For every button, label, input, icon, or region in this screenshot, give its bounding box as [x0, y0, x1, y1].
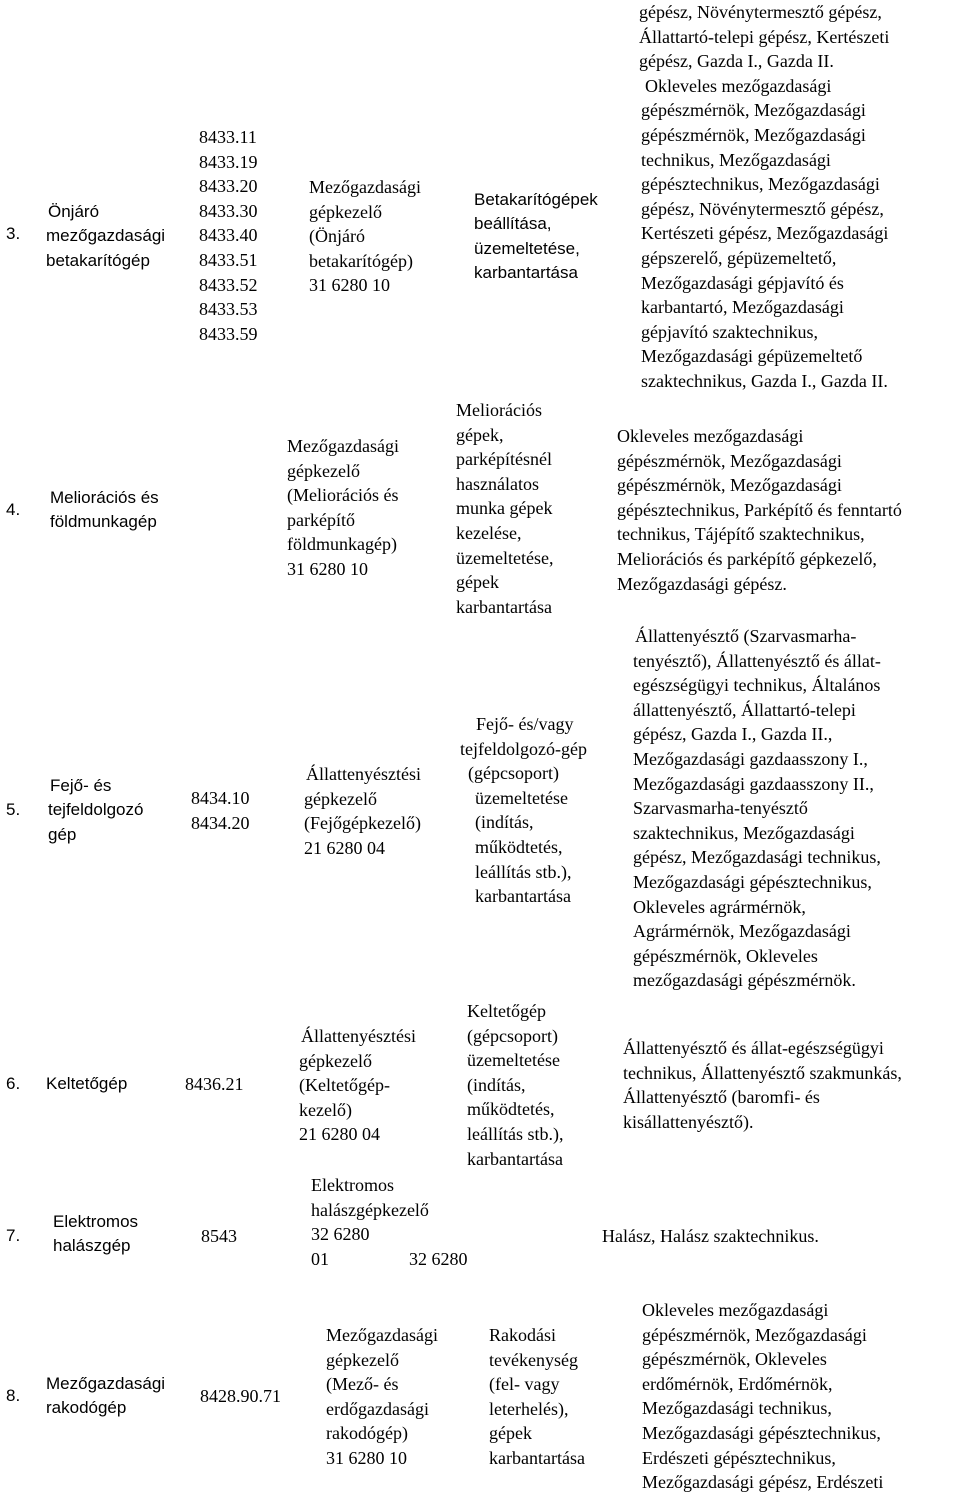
qual-line: gépész, Növénytermesztő gépész, [641, 198, 884, 219]
qual-line: Agrármérnök, Mezőgazdasági [633, 921, 851, 942]
qual-line: Mezőgazdasági gépésztechnikus, [642, 1422, 881, 1443]
task-line: leállítás stb.), [467, 1123, 564, 1144]
qual-line: tenyésztő), Állattenyésztő és állat- [633, 650, 881, 671]
task-line: tevékenység [489, 1349, 578, 1370]
machine-name-line: földmunkagép [50, 512, 157, 532]
machine-name [48, 774, 143, 847]
qual-line: gépészmérnök, Mezőgazdasági [641, 100, 866, 121]
row-number: 3. [6, 224, 21, 243]
qual-line: erdőmérnök, Erdőmérnök, [642, 1373, 833, 1394]
operator-line: betakarítógép) [309, 250, 413, 271]
machine-name-line: Fejő- és [50, 776, 112, 795]
qual-line: mezőgazdasági gépészmérnök. [633, 970, 856, 991]
operator-line: (Önjáró [309, 226, 365, 247]
operator-line: gépkezelő [309, 201, 382, 222]
code: 8433.30 [199, 200, 258, 221]
qual-line: Mezőgazdasági gépész. [617, 573, 787, 594]
machine-name [46, 1372, 165, 1421]
code: 8433.52 [199, 274, 258, 295]
accepted-qualifications [623, 1036, 902, 1134]
operator-line: gépkezelő [287, 460, 360, 481]
qual-line: gépészmérnök, Okleveles [633, 945, 818, 966]
machine-name-line: Keltetőgép [46, 1074, 128, 1093]
machine-name-line: halászgép [53, 1236, 131, 1256]
qual-line: szaktechnikus, Gazda I., Gazda II. [641, 370, 888, 391]
task-line: működtetés, [467, 1099, 555, 1120]
machine-name [50, 486, 159, 535]
operator-line: Mezőgazdasági [326, 1325, 438, 1345]
customs-codes [199, 125, 258, 346]
machine-name-line: Meliorációs és [50, 488, 159, 507]
operator-line: Állattenyésztési [306, 764, 421, 784]
machine-name [46, 1072, 127, 1096]
task-line: működtetés, [475, 836, 563, 857]
code: 8543 [201, 1226, 237, 1246]
accepted-qualifications [639, 0, 889, 394]
operator-line: (Meliorációs és [287, 485, 399, 506]
task-line: karbantartása [456, 596, 552, 617]
machine-name [46, 200, 165, 273]
task-line: leterhelés), [489, 1398, 569, 1419]
qual-line: gépész, Mezőgazdasági technikus, [633, 847, 881, 868]
task-line: üzemeltetése [475, 787, 568, 808]
task-line: (indítás, [475, 812, 534, 833]
machine-name-line: Mezőgazdasági [46, 1374, 166, 1393]
row-number: 4. [6, 500, 21, 519]
task-line: használatos [456, 473, 539, 494]
operator-line: (Fejőgépkezelő) [304, 813, 421, 834]
code: 8433.59 [199, 323, 258, 344]
qual-line: gépészmérnök, Mezőgazdasági [617, 475, 842, 496]
operator-line: Mezőgazdasági [309, 177, 421, 197]
task-line: beállítása, [474, 214, 552, 234]
machine-name-line: Önjáró [48, 202, 100, 221]
qual-line: gépészmérnök, Mezőgazdasági [642, 1324, 867, 1345]
qual-line: Állattenyésztő (baromfi- és [623, 1087, 820, 1108]
qual-line: gépész, Gazda I., Gazda II., [633, 724, 833, 745]
operator-line: gépkezelő [304, 788, 377, 809]
qual-line: Okleveles mezőgazdasági [645, 75, 832, 96]
qual-line: gépész, Gazda I., Gazda II. [639, 51, 834, 72]
task-line: gépek [489, 1423, 532, 1444]
task-line: (fel- vagy [489, 1374, 560, 1395]
tasks [474, 188, 598, 286]
operator-qualification [287, 434, 399, 582]
operator-code-extra: 32 6280 [409, 1249, 468, 1269]
operator-qualification [309, 175, 421, 298]
task-line: Fejő- és/vagy [476, 714, 574, 734]
qual-line: szaktechnikus, Mezőgazdasági [633, 822, 855, 843]
code: 8434.10 [191, 788, 250, 808]
code: 8434.20 [191, 812, 250, 833]
qual-line: Okleveles agrármérnök, [633, 896, 806, 917]
qual-line: gépészmérnök, Okleveles [642, 1349, 827, 1370]
machine-name-line: mezőgazdasági [46, 226, 166, 246]
qual-line: technikus, Mezőgazdasági [641, 149, 831, 170]
operator-line: 31 6280 10 [326, 1447, 407, 1468]
task-line: Rakodási [489, 1325, 556, 1345]
row-number: 8. [6, 1386, 21, 1405]
qual-line: kisállattenyésztő). [623, 1111, 754, 1132]
qual-line: Állattenyésztő (Szarvasmarha- [635, 626, 857, 646]
code: 8433.40 [199, 225, 258, 246]
operator-line: földmunkagép) [287, 534, 397, 555]
code: 8433.51 [199, 249, 258, 270]
task-line: kezelése, [456, 522, 522, 543]
code: 8433.20 [199, 176, 258, 197]
operator-line: (Mező- és [326, 1374, 399, 1395]
qual-line: Mezőgazdasági technikus, [642, 1398, 832, 1419]
operator-line: halászgépkezelő [311, 1199, 429, 1220]
qual-line: Meliorációs és parképítő gépkezelő, [617, 548, 877, 569]
machine-name-line: Elektromos [53, 1212, 139, 1231]
accepted-qualifications [617, 424, 902, 596]
code: 8433.53 [199, 299, 258, 320]
machine-name [53, 1210, 138, 1259]
accepted-qualifications [633, 624, 881, 993]
qual-line: Szarvasmarha-tenyésztő [633, 798, 808, 819]
machine-name-line: rakodógép [46, 1398, 127, 1418]
customs-codes [200, 1384, 281, 1409]
qual-line: Erdészeti gépésztechnikus, [642, 1447, 836, 1468]
operator-qualification [326, 1323, 438, 1471]
operator-line: 31 6280 10 [287, 558, 368, 579]
qual-line: Állattartó-telepi gépész, Kertészeti [639, 26, 890, 47]
customs-codes [201, 1224, 237, 1249]
operator-line: gépkezelő [326, 1349, 399, 1370]
task-line: leállítás stb.), [475, 861, 572, 882]
qual-line: Halász, Halász szaktechnikus. [602, 1226, 819, 1246]
task-line: karbantartása [489, 1447, 585, 1468]
operator-line: 21 6280 04 [304, 837, 385, 858]
machine-name-line: tejfeldolgozó [48, 800, 144, 820]
qual-line: Állattenyésztő és állat-egészségügyi [623, 1038, 884, 1058]
task-line: munka gépek [456, 498, 553, 519]
task-line: üzemeltetése, [474, 238, 580, 258]
qual-line: állattenyésztő, Állattartó-telepi [633, 699, 856, 720]
qual-line: karbantartó, Mezőgazdasági [641, 297, 844, 318]
customs-codes [191, 786, 250, 835]
qual-line: technikus, Tájépítő szaktechnikus, [617, 524, 865, 545]
qual-line: gépész, Növénytermesztő gépész, [639, 2, 882, 22]
task-line: üzemeltetése, [456, 547, 554, 568]
operator-line: 31 6280 10 [309, 275, 390, 296]
qual-line: Mezőgazdasági gépüzemeltető [641, 346, 863, 367]
task-line: (indítás, [467, 1074, 526, 1095]
task-line: gépek, [456, 424, 504, 445]
qual-line: Mezőgazdasági gépész, Erdészeti [642, 1472, 884, 1493]
code: 8436.21 [185, 1074, 244, 1094]
qual-line: gépjavító szaktechnikus, [641, 321, 818, 342]
operator-qualification [304, 762, 421, 860]
code: 8433.11 [199, 127, 257, 147]
qual-line: Mezőgazdasági gépésztechnikus, [633, 871, 872, 892]
task-line: karbantartása [474, 263, 578, 283]
qual-line: Kertészeti gépész, Mezőgazdasági [641, 223, 889, 244]
operator-line: erdőgazdasági [326, 1398, 429, 1419]
machine-name-line: betakarítógép [46, 250, 150, 270]
qual-line: Okleveles mezőgazdasági [617, 426, 804, 446]
accepted-qualifications [642, 1298, 883, 1495]
customs-codes [185, 1072, 244, 1097]
qual-line: gépészmérnök, Mezőgazdasági [617, 450, 842, 471]
operator-line: 21 6280 04 [299, 1124, 380, 1145]
qual-line: egészségügyi technikus, Általános [633, 675, 881, 696]
task-line: karbantartása [467, 1148, 563, 1169]
code: 8433.19 [199, 151, 258, 172]
operator-line: gépkezelő [299, 1050, 372, 1071]
task-line: gépek [456, 572, 499, 593]
operator-line: 32 6280 [311, 1224, 370, 1245]
task-line: Meliorációs [456, 400, 542, 420]
tasks [456, 398, 553, 619]
task-line: (gépcsoport) [468, 763, 559, 784]
qual-line: gépésztechnikus, Parképítő és fenntartó [617, 499, 902, 520]
operator-line: Elektromos [311, 1175, 394, 1195]
tasks [489, 1323, 585, 1471]
qual-line: Mezőgazdasági gazdaasszony I., [633, 748, 868, 769]
task-line: üzemeltetése [467, 1050, 560, 1071]
qual-line: Okleveles mezőgazdasági [642, 1300, 829, 1320]
qual-line: gépésztechnikus, Mezőgazdasági [641, 174, 880, 195]
operator-line: 01 [311, 1248, 329, 1269]
tasks [467, 999, 563, 1171]
task-line: karbantartása [475, 886, 571, 907]
qual-line: gépészmérnök, Mezőgazdasági [641, 124, 866, 145]
row-number: 6. [6, 1074, 21, 1093]
operator-line: kezelő) [299, 1099, 352, 1120]
row-number: 5. [6, 800, 21, 819]
code: 8428.90.71 [200, 1386, 281, 1406]
qual-line: Mezőgazdasági gazdaasszony II., [633, 773, 874, 794]
task-line: Keltetőgép [467, 1001, 546, 1021]
row-number: 7. [6, 1226, 21, 1245]
task-line: (gépcsoport) [467, 1025, 558, 1046]
task-line: tejfeldolgozó-gép [460, 738, 587, 759]
task-line: Betakarítógépek [474, 190, 598, 209]
operator-line: parképítő [287, 509, 355, 530]
qual-line: technikus, Állattenyésztő szakmunkás, [623, 1062, 902, 1083]
operator-line: Állattenyésztési [301, 1026, 416, 1046]
qual-line: Mezőgazdasági gépjavító és [641, 272, 844, 293]
qual-line: gépszerelő, gépüzemeltető, [641, 247, 837, 268]
operator-line: (Keltetőgép- [299, 1075, 390, 1096]
tasks [458, 712, 587, 909]
machine-name-line: gép [48, 824, 77, 844]
task-line: parképítésnél [456, 449, 552, 470]
accepted-qualifications [602, 1224, 819, 1249]
operator-line: Mezőgazdasági [287, 436, 399, 456]
operator-qualification [299, 1024, 416, 1147]
operator-line: rakodógép) [326, 1423, 408, 1444]
